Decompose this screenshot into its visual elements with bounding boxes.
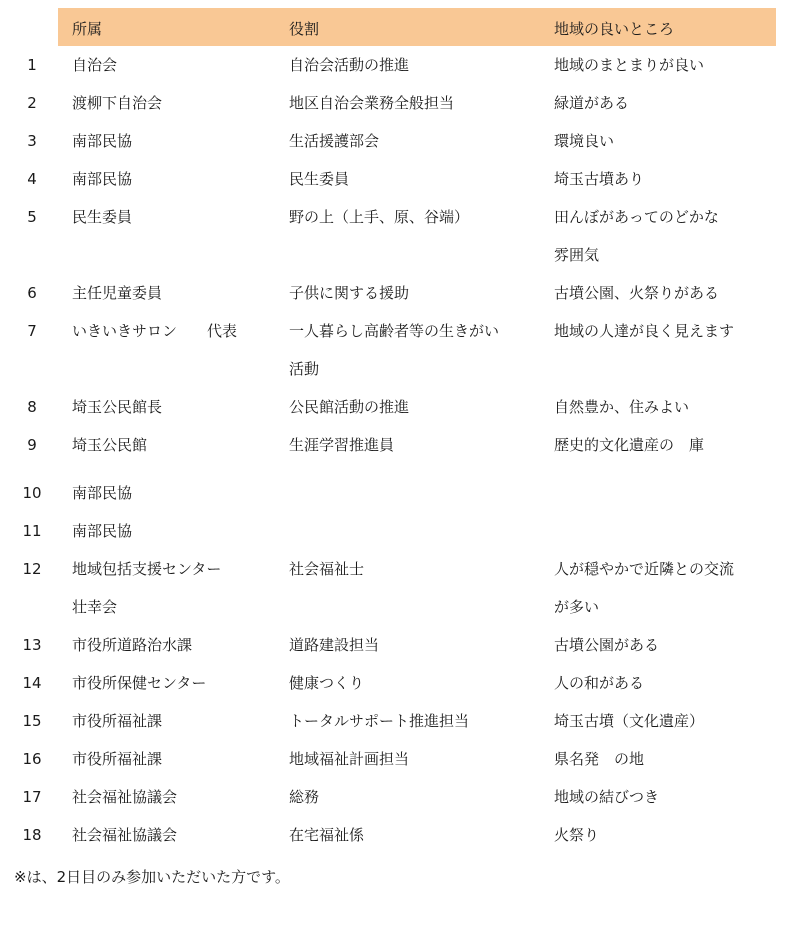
table-row <box>8 198 776 274</box>
cell-affiliation: 市役所福祉課 <box>72 712 163 730</box>
cell-role-line2: 活動 <box>289 360 320 378</box>
cell-affiliation: 民生委員 <box>72 208 133 226</box>
cell-role: 生涯学習推進員 <box>289 436 395 454</box>
row-number: 2 <box>27 94 37 112</box>
table-row <box>8 160 776 198</box>
cell-good-point: 歴史的文化遺産の 庫 <box>554 436 705 454</box>
header-role: 役割 <box>289 20 320 38</box>
table-row <box>8 426 776 464</box>
cell-affiliation: 社会福祉協議会 <box>72 788 178 806</box>
footnote: ※は、2日目のみ参加いただいた方です。 <box>14 868 290 886</box>
cell-good-point-line2: 雰囲気 <box>554 246 600 264</box>
cell-good-point: 人の和がある <box>554 674 645 692</box>
cell-affiliation: 埼玉公民館長 <box>72 398 163 416</box>
cell-good-point: 古墳公園がある <box>554 636 660 654</box>
table-row <box>8 474 776 512</box>
cell-good-point: 人が穏やかで近隣との交流 <box>554 560 735 578</box>
table-row <box>8 816 776 854</box>
row-number: 9 <box>27 436 37 454</box>
table-body <box>8 46 776 854</box>
table-row <box>8 46 776 84</box>
table-row <box>8 512 776 550</box>
header-good-points: 地域の良いところ <box>554 20 675 38</box>
table-row <box>8 550 776 626</box>
row-number: 15 <box>22 712 42 730</box>
cell-role: 一人暮らし高齢者等の生きがい <box>289 322 500 340</box>
table-row <box>8 388 776 426</box>
cell-role: 生活援護部会 <box>289 132 380 150</box>
cell-good-point: 田んぼがあってのどかな <box>554 208 719 226</box>
cell-good-point: 自然豊か、住みよい <box>554 398 690 416</box>
table-row <box>8 778 776 816</box>
cell-affiliation: 社会福祉協議会 <box>72 826 178 844</box>
cell-good-point: 県名発 の地 <box>554 750 645 768</box>
cell-role: トータルサポート推進担当 <box>289 712 470 730</box>
cell-affiliation-line2: 壮幸会 <box>72 598 118 616</box>
cell-good-point: 環境良い <box>554 132 615 150</box>
row-number: 16 <box>22 750 42 768</box>
cell-role: 公民館活動の推進 <box>289 398 410 416</box>
cell-good-point: 火祭り <box>554 826 600 844</box>
row-number: 18 <box>22 826 42 844</box>
row-number: 17 <box>22 788 42 806</box>
row-number: 7 <box>27 322 37 340</box>
table-row <box>8 122 776 160</box>
cell-good-point-line2: が多い <box>554 598 600 616</box>
cell-role: 子供に関する援助 <box>289 284 410 302</box>
cell-affiliation: 南部民協 <box>72 484 133 502</box>
cell-role: 民生委員 <box>289 170 350 188</box>
table-row <box>8 312 776 388</box>
cell-affiliation: 渡柳下自治会 <box>72 94 163 112</box>
row-number: 13 <box>22 636 42 654</box>
cell-role: 健康つくり <box>289 674 365 692</box>
row-number: 8 <box>27 398 37 416</box>
cell-affiliation: 市役所保健センター <box>72 674 207 692</box>
table-row <box>8 664 776 702</box>
cell-role: 道路建設担当 <box>289 636 380 654</box>
cell-affiliation: 市役所道路治水課 <box>72 636 193 654</box>
cell-role: 社会福祉士 <box>289 560 365 578</box>
cell-affiliation: 主任児童委員 <box>72 284 163 302</box>
cell-role: 地域福祉計画担当 <box>289 750 410 768</box>
row-number: 5 <box>27 208 37 226</box>
cell-good-point: 緑道がある <box>554 94 630 112</box>
cell-good-point: 埼玉古墳あり <box>554 170 645 188</box>
cell-affiliation: 南部民協 <box>72 170 133 188</box>
table-row <box>8 740 776 778</box>
cell-affiliation: 市役所福祉課 <box>72 750 163 768</box>
row-number: 12 <box>22 560 42 578</box>
row-number: 14 <box>22 674 42 692</box>
cell-affiliation: いきいきサロン 代表 <box>72 322 238 340</box>
header-affiliation: 所属 <box>72 20 103 38</box>
row-number: 1 <box>27 56 37 74</box>
cell-affiliation: 埼玉公民館 <box>72 436 148 454</box>
table-header <box>58 8 776 46</box>
table-row <box>8 626 776 664</box>
cell-role: 自治会活動の推進 <box>289 56 410 74</box>
row-number: 6 <box>27 284 37 302</box>
cell-role: 総務 <box>289 788 320 806</box>
row-number: 10 <box>22 484 42 502</box>
cell-good-point: 地域のまとまりが良い <box>554 56 705 74</box>
cell-affiliation: 南部民協 <box>72 522 133 540</box>
row-number: 3 <box>27 132 37 150</box>
cell-good-point: 埼玉古墳（文化遺産） <box>554 712 705 730</box>
table-row <box>8 84 776 122</box>
cell-role: 野の上（上手、原、谷端） <box>289 208 470 226</box>
participants-table <box>8 8 776 854</box>
cell-good-point: 地域の人達が良く見えます <box>554 322 735 340</box>
table-row <box>8 274 776 312</box>
cell-affiliation: 自治会 <box>72 56 118 74</box>
row-number: 4 <box>27 170 37 188</box>
table-row <box>8 702 776 740</box>
cell-affiliation: 南部民協 <box>72 132 133 150</box>
row-number: 11 <box>22 522 42 540</box>
cell-role: 在宅福祉係 <box>289 826 365 844</box>
cell-good-point: 古墳公園、火祭りがある <box>554 284 720 302</box>
cell-role: 地区自治会業務全般担当 <box>289 94 455 112</box>
cell-good-point: 地域の結びつき <box>554 788 660 806</box>
cell-affiliation: 地域包括支援センター <box>72 560 222 578</box>
